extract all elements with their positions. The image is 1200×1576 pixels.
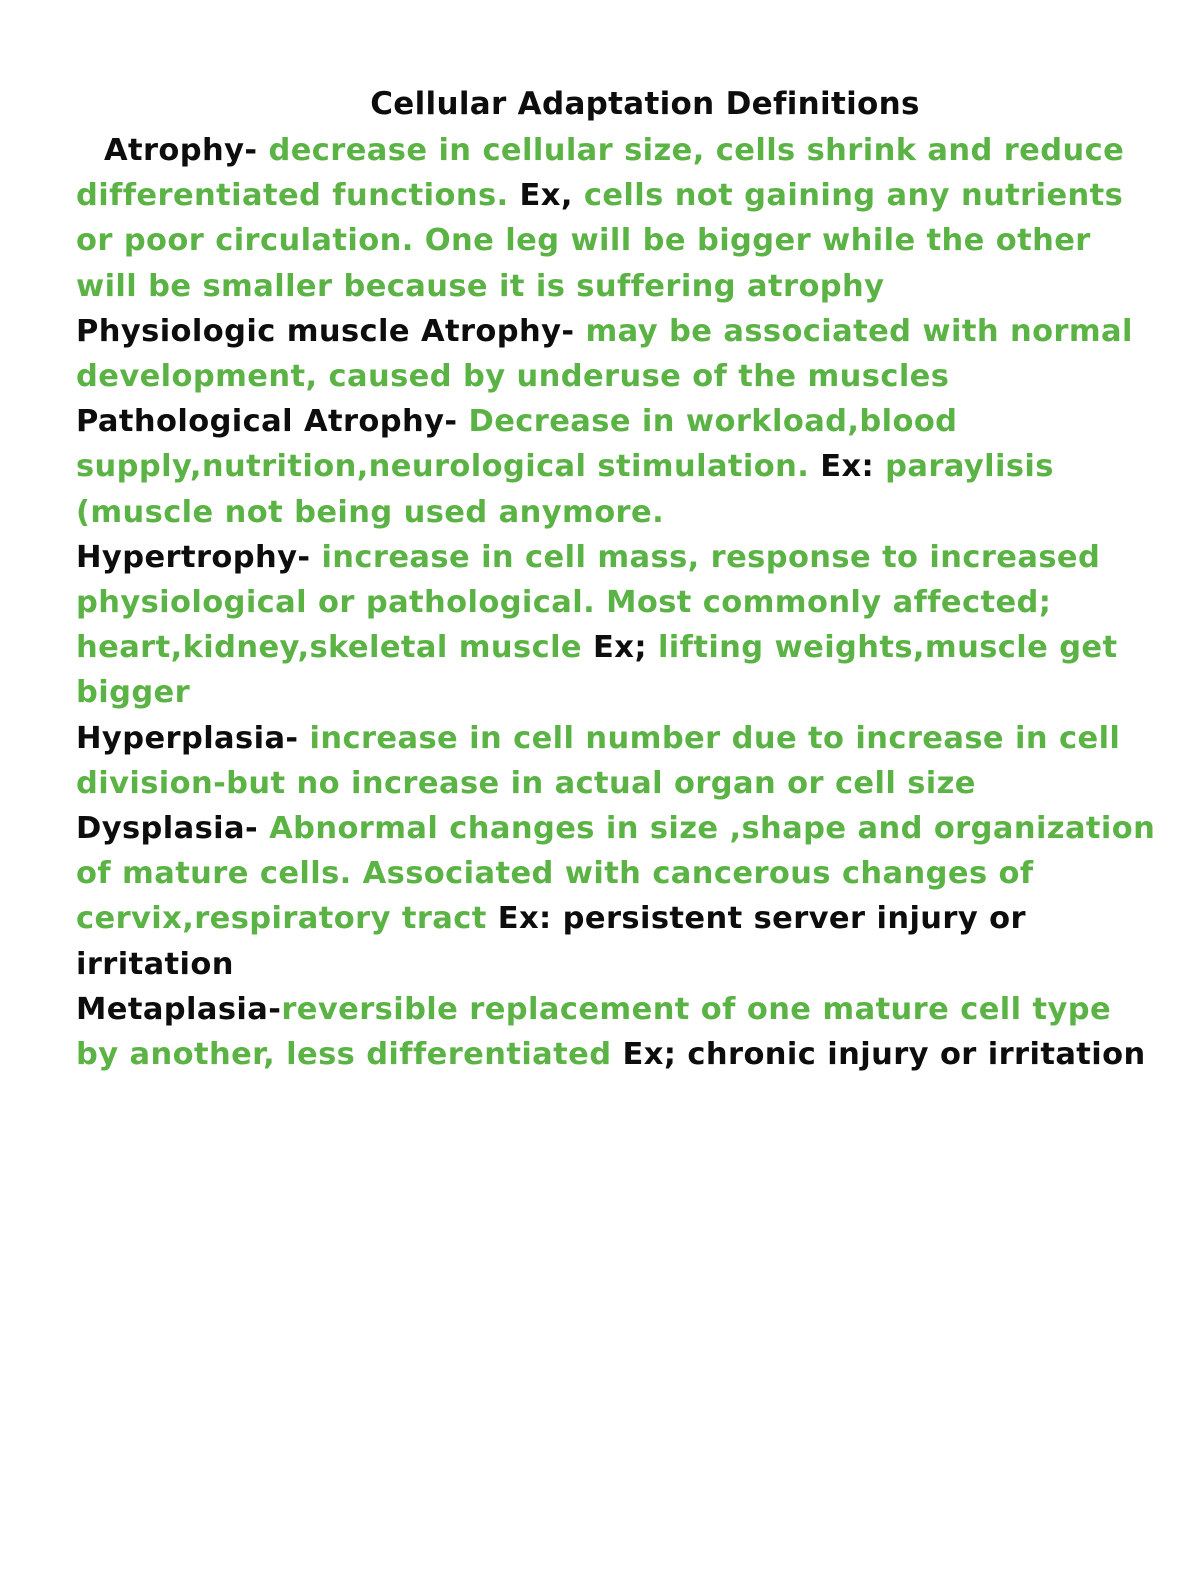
example-text: persistent server injury or irritation [76,901,1026,982]
definition-text: reversible replacement of one mature cell type by another, less differentiated [76,991,1112,1073]
document-title: Cellular Adaptation Definitions [370,86,920,122]
example-text: chronic injury or irritation [676,1037,1146,1073]
definition-text: increase in cell number due to increase in cell division-but no increase in actual organ or cell size [76,720,1121,801]
example-label: Ex, [519,178,573,214]
definition-text: Abnormal changes in size ,shape and organization of mature cells. Associated with cancerous changes of cervix,respiratory tract [76,811,1156,937]
entry-hypertrophy [76,535,1156,716]
definition-text: Decrease in workload,blood supply,nutrition,neurological stimulation. [76,404,958,485]
example-label: Ex; [622,1037,677,1073]
entry-pathological-atrophy [76,399,1156,535]
definition-text: decrease in cellular size, cells shrink and reduce differentiated functions. [76,133,1125,214]
definition-text: may be associated with normal development, caused by underuse of the muscles [76,313,1133,395]
example-text: paraylisis (muscle not being used anymore. [76,449,1054,530]
term-label: Hypertrophy- [76,539,311,575]
entry-atrophy [76,128,1156,309]
term-label: Hyperplasia- [76,720,299,756]
term-label: Pathological Atrophy- [76,404,458,440]
definitions-body [76,128,1156,1077]
entry-metaplasia [76,987,1156,1077]
term-label: Metaplasia- [76,991,282,1027]
example-label: Ex; [593,630,647,666]
example-label: Ex: [820,449,875,485]
example-text: cells not gaining any nutrients or poor circulation. One leg will be bigger while the other will be smaller because it is suffering atrophy [76,178,1124,304]
term-label: Physiologic muscle Atrophy- [76,313,575,349]
entry-hyperplasia [76,716,1156,806]
entry-physiologic-muscle-atrophy [76,309,1156,399]
example-label: Ex: [497,901,552,937]
term-label: Atrophy- [104,133,258,168]
entry-dysplasia [76,806,1156,987]
term-label: Dysplasia- [76,811,259,847]
definition-text: increase in cell mass, response to increased physiological or pathological. Most commonly affected; heart,kidney,skeletal muscle [76,539,1101,666]
example-text: lifting weights,muscle get bigger [76,630,1118,711]
